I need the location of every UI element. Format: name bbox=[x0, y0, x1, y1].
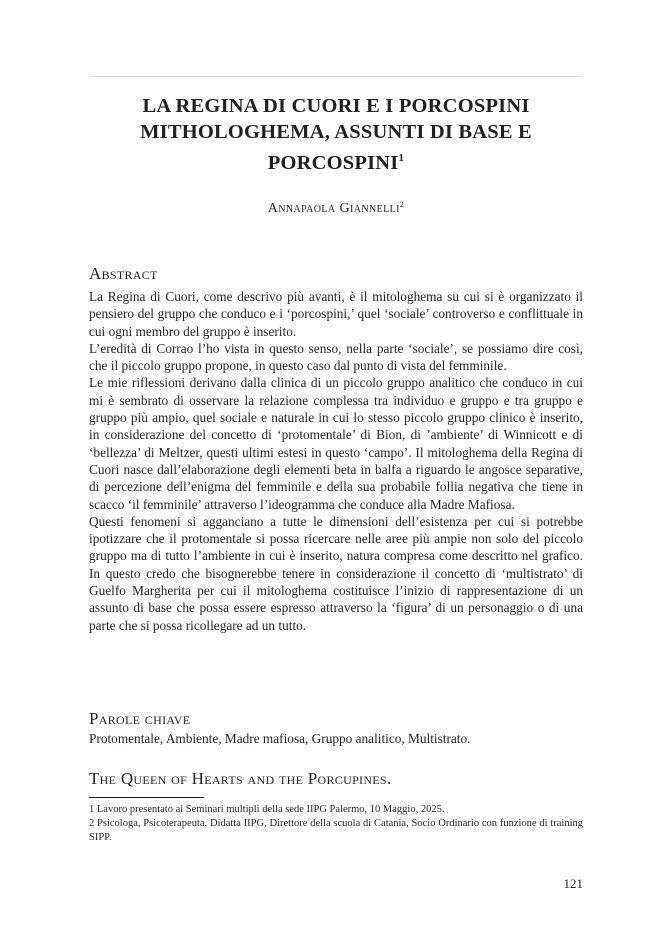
keywords-heading: Parole chiave bbox=[89, 709, 191, 728]
author-line bbox=[89, 200, 583, 217]
article-title bbox=[89, 93, 583, 176]
title-line-3 bbox=[89, 145, 583, 176]
footnote-2: 2 Psicologa, Psicoterapeuta, Didatta IIPG, Direttore della scuola di Catania, Socio Ordinario con funzione di training SIPP. bbox=[89, 818, 583, 843]
title-line-3-text: PORCOSPINI bbox=[267, 152, 399, 174]
footnote-rule bbox=[89, 797, 204, 798]
keywords-text: Protomentale, Ambiente, Madre mafiosa, Gruppo analitico, Multistrato. bbox=[89, 731, 471, 746]
page-number: 121 bbox=[563, 876, 583, 891]
title-footnote-mark: 1 bbox=[398, 152, 405, 164]
abstract-paragraph: Questi fenomeni si agganciano a tutte le dimensioni dell’esistenza per cui si potrebbe ipotizzare che il protomentale si possa ricercare nelle aree più ampie non solo del piccolo gruppo ma di tutto l’ambiente in cui è inserito, natura compresa come descritto nel grafico. In questo credo che bisognerebbe tenere in considerazione il concetto di ‘multistrato’ di Guelfo Margherita per cui il mitologhema costituisce l’inizio di rappresentazione di un assunto di base che possa essere espresso attraverso la ‘figura’ di un personaggio o di una parte che si possa ricollegare ad un tutto. bbox=[89, 513, 583, 633]
abstract-paragraph: La Regina di Cuori, come descrivo più avanti, è il mitologhema su cui si è organizzato il pensiero del gruppo che conduco e i ‘porcospini,’ quel ‘sociale’ controverso e conflittuale in cui ogni membro del gruppo è inserito. bbox=[89, 289, 583, 339]
english-title: The Queen of Hearts and the Porcupines. bbox=[89, 769, 392, 788]
abstract-heading: Abstract bbox=[89, 264, 158, 283]
author-name: Annapaola Giannelli bbox=[267, 201, 400, 216]
abstract-body bbox=[89, 288, 583, 634]
abstract-paragraph: L’eredità di Corrao l’ho vista in questo senso, nella parte ‘sociale’, se possiamo dire così, che il piccolo gruppo propone, in questo caso dal punto di vista del femminile. bbox=[89, 340, 583, 374]
title-line-2: MITHOLOGHEMA, ASSUNTI DI BASE E bbox=[140, 121, 532, 143]
title-line-1: LA REGINA DI CUORI E I PORCOSPINI bbox=[142, 95, 530, 117]
abstract-paragraph: Le mie riflessioni derivano dalla clinica di un piccolo gruppo analitico che conduco in cui mi è sembrato di osservare la relazione complessa tra individuo e gruppo e tra gruppo e gruppo più ampio, quel sociale e naturale in cui lo stesso piccolo gruppo clinico è inserito, in considerazione del concetto di ‘protomentale’ di Bion, di ’ambiente’ di Winnicott e di ‘bellezza’ di Meltzer, questi ultimi estesi in questo ‘campo’. Il mitologhema della Regina di Cuori nasce dall’elaborazione degli elementi beta in balfa a riguardo le angosce separative, di percezione dell’enigma del femminile e della sua probabile follia negativa che tiene in scacco ‘il femminile’ attraverso l’ideogramma che conduce alla Madre Mafiosa. bbox=[89, 375, 583, 512]
author-footnote-mark: 2 bbox=[399, 200, 405, 209]
footnote-1: 1 Lavoro presentato ai Seminari multipli della sede IIPG Palermo, 10 Maggio, 2025. bbox=[89, 804, 445, 815]
header-rule bbox=[89, 76, 583, 77]
footnotes bbox=[89, 803, 583, 845]
